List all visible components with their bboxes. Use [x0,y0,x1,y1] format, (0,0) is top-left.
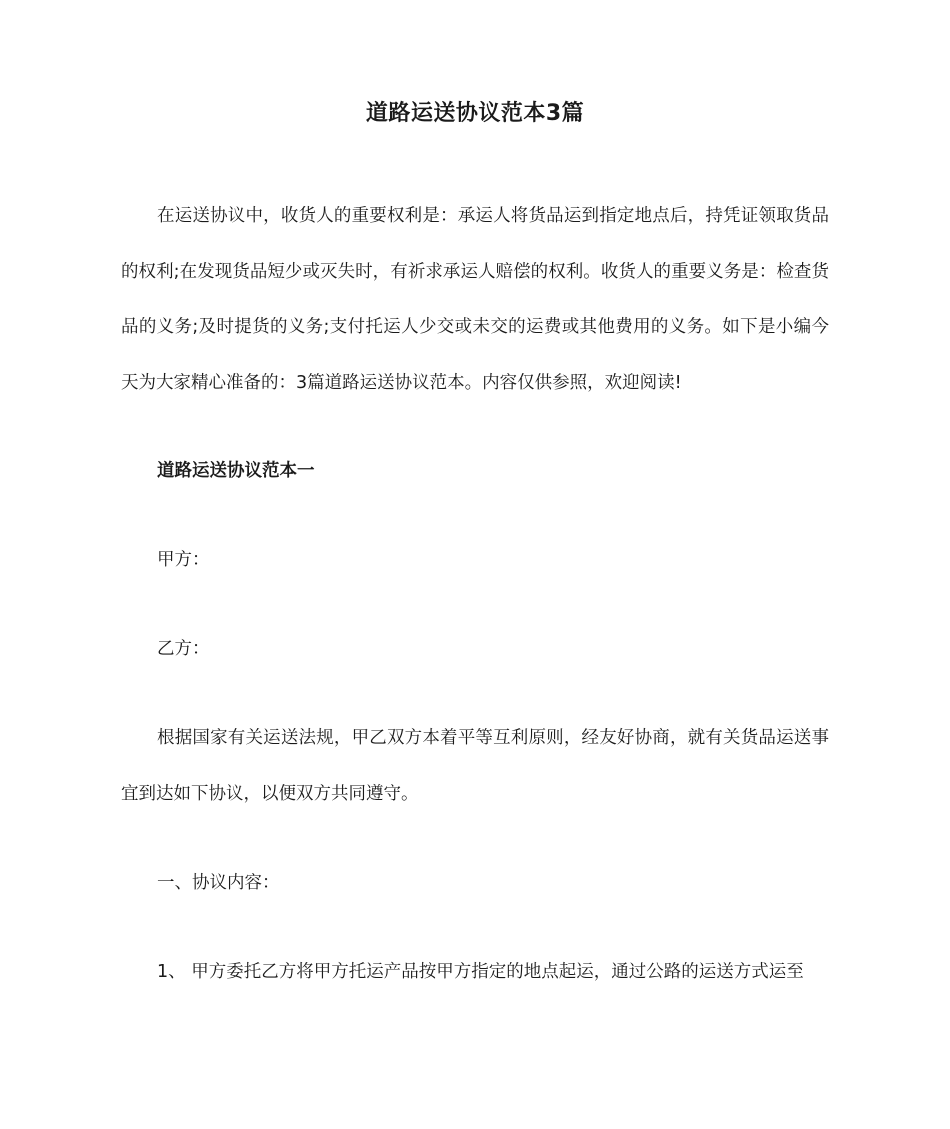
party-a-label: 甲方： [157,550,210,570]
clause-heading: 一、协议内容： [157,873,280,893]
party-b-label: 乙方： [157,639,210,659]
section-heading: 道路运送协议范本一 [157,461,315,481]
intro-paragraph: 在运送协议中，收货人的重要权利是：承运人将货品运到指定地点后，持凭证领取货品的权利;在发现货品短少或灭失时，有祈求承运人赔偿的权利。收货人的重要义务是：检查货品的义务;及时提货的义务;支付托运人少交或未交的运费或其他费用的义务。如下是小编今天为大家精心准备的：3篇道路运送协议范本。内容仅供参照，欢迎阅读! [121,206,829,393]
clause-1-paragraph: 1、 甲方委托乙方将甲方托运产品按甲方指定的地点起运，通过公路的运送方式运至 [157,962,804,982]
preamble-paragraph: 根据国家有关运送法规，甲乙双方本着平等互利原则，经友好协商，就有关货品运送事宜到达如下协议，以便双方共同遵守。 [121,728,829,804]
document-title: 道路运送协议范本3篇 [365,101,585,126]
